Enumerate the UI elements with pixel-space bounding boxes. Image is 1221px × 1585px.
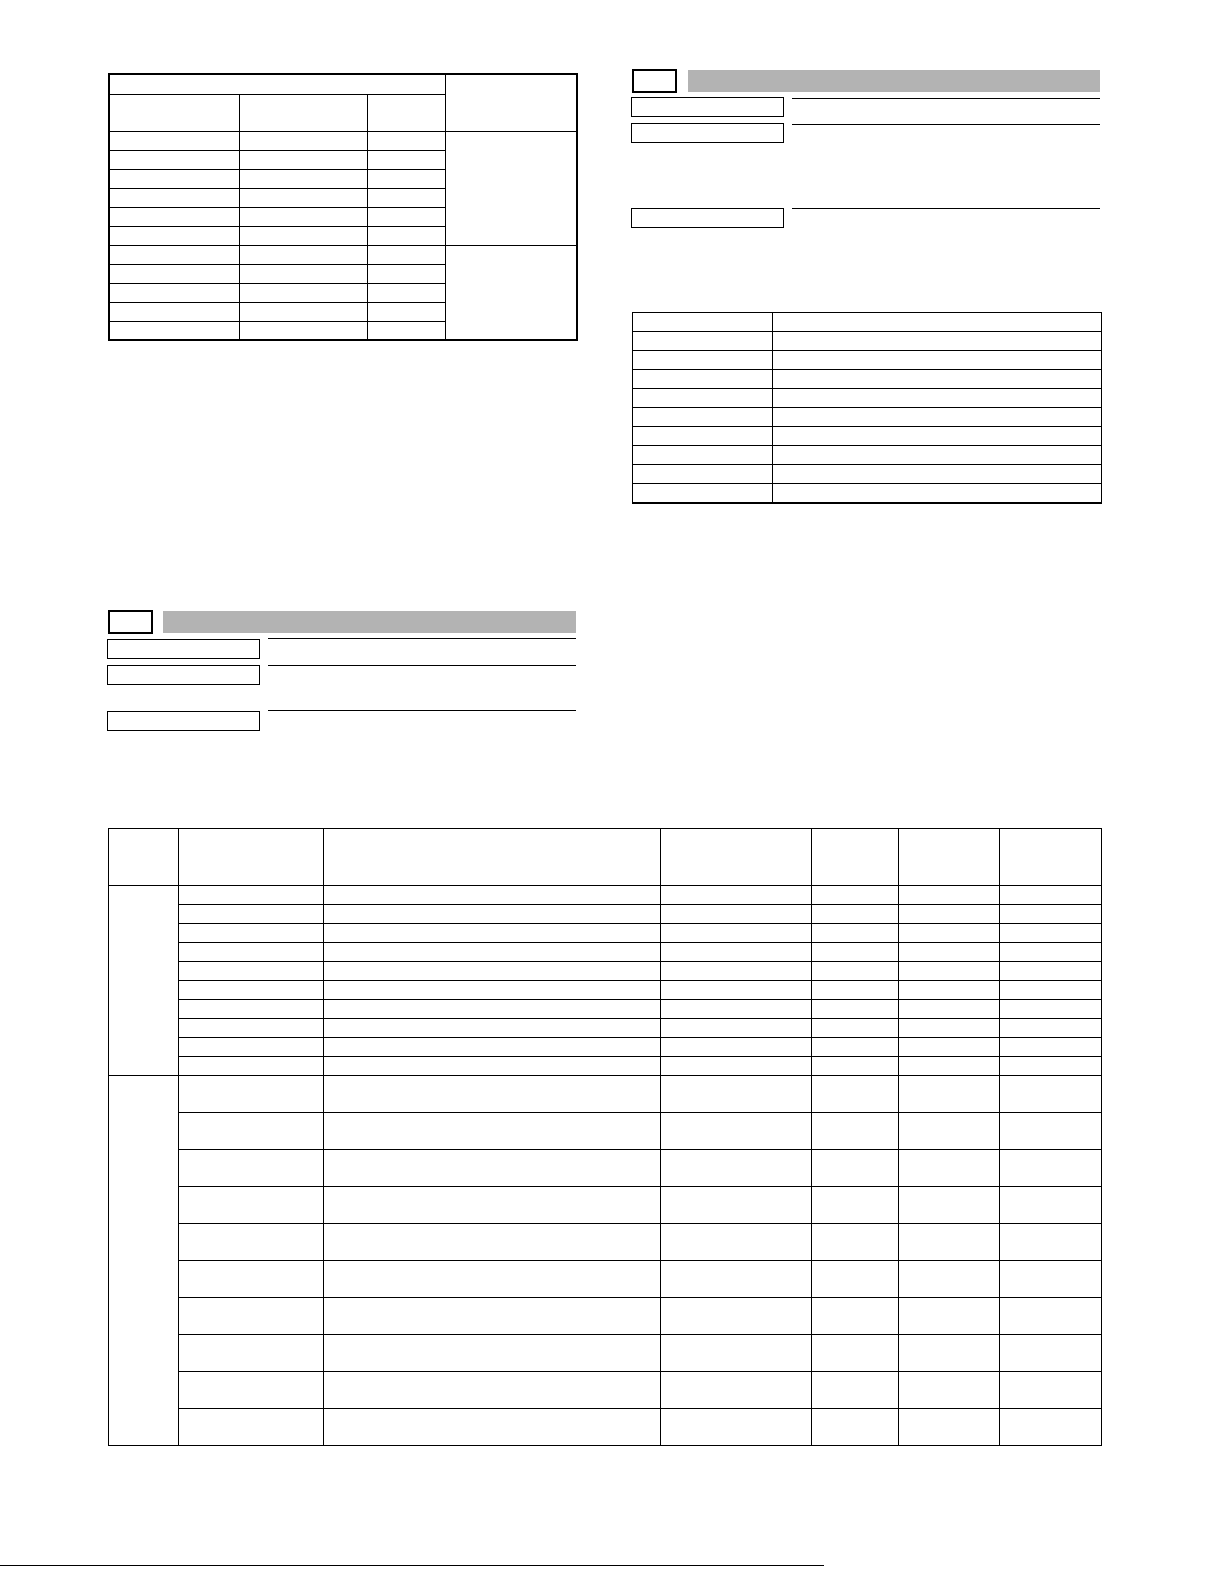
- table-cell: [633, 370, 773, 389]
- table-cell: [109, 169, 239, 188]
- table-cell: [899, 1372, 1000, 1409]
- section-title-bar: [688, 70, 1100, 92]
- table-cell: [324, 1409, 661, 1446]
- table-cell: [661, 1372, 812, 1409]
- table-cell: [109, 150, 239, 169]
- table-cell: [1000, 1409, 1102, 1446]
- table-cell: [109, 226, 239, 245]
- table-cell: [179, 1261, 324, 1298]
- table-cell: [1000, 905, 1102, 924]
- table-cell: [179, 1409, 324, 1446]
- table-cell: [109, 302, 239, 321]
- section-label-box: [631, 123, 784, 143]
- table-cell: [109, 188, 239, 207]
- table-cell: [812, 1372, 899, 1409]
- table-cell: [1000, 924, 1102, 943]
- table-cell: [239, 131, 367, 150]
- table-cell: [633, 351, 773, 370]
- section-text-rule: [792, 98, 1100, 99]
- table-cell: [179, 1187, 324, 1224]
- table-cell: [661, 1019, 812, 1038]
- table-cell: [899, 943, 1000, 962]
- table-cell: [1000, 981, 1102, 1000]
- table-cell: [661, 1113, 812, 1150]
- table-cell: [899, 1150, 1000, 1187]
- table-cell: [899, 1113, 1000, 1150]
- table-cell: [239, 283, 367, 302]
- table-cell: [661, 905, 812, 924]
- table-cell: [661, 1409, 812, 1446]
- table-cell: [179, 1038, 324, 1057]
- table-cell: [773, 427, 1102, 446]
- section-label-box: [107, 639, 260, 659]
- table-cell: [324, 1150, 661, 1187]
- table-cell: [324, 924, 661, 943]
- table-cell: [633, 408, 773, 427]
- table-cell: [812, 1019, 899, 1038]
- table-cell: [899, 962, 1000, 981]
- table-header-cell: [899, 829, 1000, 886]
- table-cell: [109, 321, 239, 340]
- table-cell: [773, 484, 1102, 503]
- table-cell: [179, 905, 324, 924]
- table-cell: [367, 302, 445, 321]
- table-cell: [324, 981, 661, 1000]
- table-cell: [661, 886, 812, 905]
- table-cell: [179, 1000, 324, 1019]
- top-left-table-header: [109, 74, 445, 94]
- table-group-cell: [445, 131, 577, 245]
- bottom-table: [108, 828, 1102, 1446]
- table-header-cell: [179, 829, 324, 886]
- table-cell: [773, 465, 1102, 484]
- table-cell: [773, 370, 1102, 389]
- table-cell: [812, 1150, 899, 1187]
- table-cell: [812, 981, 899, 1000]
- table-cell: [324, 886, 661, 905]
- table-cell: [633, 313, 773, 332]
- table-cell: [239, 264, 367, 283]
- table-cell: [109, 207, 239, 226]
- top-left-table: [108, 73, 578, 341]
- table-cell: [1000, 886, 1102, 905]
- table-cell: [1000, 1038, 1102, 1057]
- table-cell: [661, 1000, 812, 1019]
- section-text-rule: [268, 710, 576, 711]
- table-cell: [812, 1261, 899, 1298]
- table-cell: [367, 245, 445, 264]
- table-cell: [899, 905, 1000, 924]
- table-cell: [633, 427, 773, 446]
- table-cell: [324, 1224, 661, 1261]
- table-cell: [324, 1372, 661, 1409]
- table-header-cell: [661, 829, 812, 886]
- table-cell: [773, 332, 1102, 351]
- table-cell: [899, 1057, 1000, 1076]
- table-cell: [899, 924, 1000, 943]
- section-label-box: [107, 665, 260, 685]
- table-cell: [661, 943, 812, 962]
- table-cell: [239, 188, 367, 207]
- table-cell: [812, 1298, 899, 1335]
- table-cell: [324, 1057, 661, 1076]
- table-cell: [661, 1057, 812, 1076]
- table-cell: [661, 962, 812, 981]
- table-cell: [812, 1409, 899, 1446]
- table-cell: [899, 1335, 1000, 1372]
- table-cell: [1000, 1000, 1102, 1019]
- table-cell: [109, 131, 239, 150]
- table-cell: [367, 188, 445, 207]
- table-cell: [239, 150, 367, 169]
- section-label-box: [631, 97, 784, 117]
- table-cell: [1000, 1372, 1102, 1409]
- table-cell: [324, 943, 661, 962]
- table-cell: [367, 264, 445, 283]
- table-cell: [773, 408, 1102, 427]
- section-text-rule: [792, 208, 1100, 209]
- table-cell: [239, 321, 367, 340]
- table-cell: [1000, 1261, 1102, 1298]
- table-cell: [773, 351, 1102, 370]
- table-cell: [324, 905, 661, 924]
- table-cell: [367, 207, 445, 226]
- table-cell: [633, 484, 773, 503]
- section-text-rule: [268, 638, 576, 639]
- table-cell: [324, 1298, 661, 1335]
- table-cell: [179, 1019, 324, 1038]
- table-cell: [812, 1000, 899, 1019]
- table-cell: [812, 886, 899, 905]
- table-cell: [324, 1038, 661, 1057]
- table-group-cell: [109, 886, 179, 1076]
- section-label-box: [107, 711, 260, 731]
- table-header-cell: [812, 829, 899, 886]
- table-cell: [179, 1057, 324, 1076]
- table-cell: [179, 1150, 324, 1187]
- table-header-cell: [324, 829, 661, 886]
- table-cell: [179, 1076, 324, 1113]
- table-cell: [367, 150, 445, 169]
- table-cell: [773, 389, 1102, 408]
- table-cell: [239, 207, 367, 226]
- table-cell: [773, 313, 1102, 332]
- table-cell: [367, 131, 445, 150]
- table-cell: [812, 905, 899, 924]
- table-cell: [179, 1335, 324, 1372]
- table-cell: [899, 1038, 1000, 1057]
- table-cell: [812, 943, 899, 962]
- table-cell: [899, 1019, 1000, 1038]
- table-cell: [324, 1261, 661, 1298]
- table-cell: [179, 981, 324, 1000]
- table-cell: [367, 321, 445, 340]
- table-cell: [179, 924, 324, 943]
- table-cell: [661, 1224, 812, 1261]
- table-cell: [812, 962, 899, 981]
- table-cell: [179, 886, 324, 905]
- table-cell: [239, 226, 367, 245]
- table-cell: [179, 943, 324, 962]
- table-cell: [633, 465, 773, 484]
- table-header-cell: [239, 94, 367, 131]
- table-cell: [661, 1150, 812, 1187]
- table-cell: [899, 886, 1000, 905]
- table-cell: [899, 1409, 1000, 1446]
- table-cell: [633, 389, 773, 408]
- table-cell: [1000, 1187, 1102, 1224]
- table-cell: [899, 1298, 1000, 1335]
- table-cell: [633, 446, 773, 465]
- table-cell: [633, 332, 773, 351]
- section-code-box: [108, 610, 153, 634]
- table-cell: [179, 1372, 324, 1409]
- table-cell: [899, 1261, 1000, 1298]
- table-cell: [239, 302, 367, 321]
- table-cell: [109, 264, 239, 283]
- table-header-cell: [1000, 829, 1102, 886]
- table-header-cell: [367, 94, 445, 131]
- table-group-cell: [445, 245, 577, 340]
- section-code-box: [632, 69, 677, 93]
- table-cell: [812, 1057, 899, 1076]
- table-cell: [324, 962, 661, 981]
- table-cell: [109, 283, 239, 302]
- footer-rule: [0, 1565, 824, 1566]
- table-cell: [239, 169, 367, 188]
- section-text-rule: [268, 665, 576, 666]
- table-cell: [1000, 1057, 1102, 1076]
- table-cell: [661, 1076, 812, 1113]
- table-cell: [812, 1224, 899, 1261]
- table-cell: [812, 1038, 899, 1057]
- table-cell: [1000, 1150, 1102, 1187]
- section-label-box: [631, 208, 784, 228]
- table-cell: [1000, 962, 1102, 981]
- table-cell: [1000, 1335, 1102, 1372]
- table-cell: [661, 1335, 812, 1372]
- table-cell: [899, 1224, 1000, 1261]
- section-title-bar: [163, 611, 576, 633]
- table-cell: [179, 962, 324, 981]
- table-cell: [899, 1000, 1000, 1019]
- table-cell: [367, 283, 445, 302]
- table-cell: [899, 1187, 1000, 1224]
- table-cell: [1000, 1113, 1102, 1150]
- table-cell: [812, 924, 899, 943]
- table-cell: [179, 1298, 324, 1335]
- right-table: [632, 312, 1102, 504]
- table-cell: [899, 981, 1000, 1000]
- table-cell: [179, 1113, 324, 1150]
- section-text-rule: [792, 124, 1100, 125]
- table-cell: [324, 1187, 661, 1224]
- table-cell: [812, 1335, 899, 1372]
- table-cell: [1000, 1224, 1102, 1261]
- table-cell: [109, 245, 239, 264]
- table-header-cell: [109, 829, 179, 886]
- table-cell: [812, 1076, 899, 1113]
- table-cell: [661, 1298, 812, 1335]
- table-cell: [1000, 943, 1102, 962]
- table-cell: [1000, 1019, 1102, 1038]
- table-cell: [179, 1224, 324, 1261]
- table-cell: [661, 1187, 812, 1224]
- table-cell: [367, 226, 445, 245]
- table-header-cell: [109, 94, 239, 131]
- table-cell: [812, 1113, 899, 1150]
- table-cell: [324, 1335, 661, 1372]
- table-cell: [812, 1187, 899, 1224]
- table-cell: [324, 1076, 661, 1113]
- table-cell: [661, 1261, 812, 1298]
- table-cell: [661, 981, 812, 1000]
- table-cell: [773, 446, 1102, 465]
- table-cell: [899, 1076, 1000, 1113]
- table-cell: [661, 1038, 812, 1057]
- table-cell: [1000, 1298, 1102, 1335]
- table-cell: [661, 924, 812, 943]
- top-left-table-header-right: [445, 74, 577, 131]
- table-cell: [1000, 1076, 1102, 1113]
- table-cell: [239, 245, 367, 264]
- table-cell: [324, 1113, 661, 1150]
- table-cell: [324, 1000, 661, 1019]
- table-cell: [324, 1019, 661, 1038]
- table-cell: [367, 169, 445, 188]
- table-group-cell: [109, 1076, 179, 1446]
